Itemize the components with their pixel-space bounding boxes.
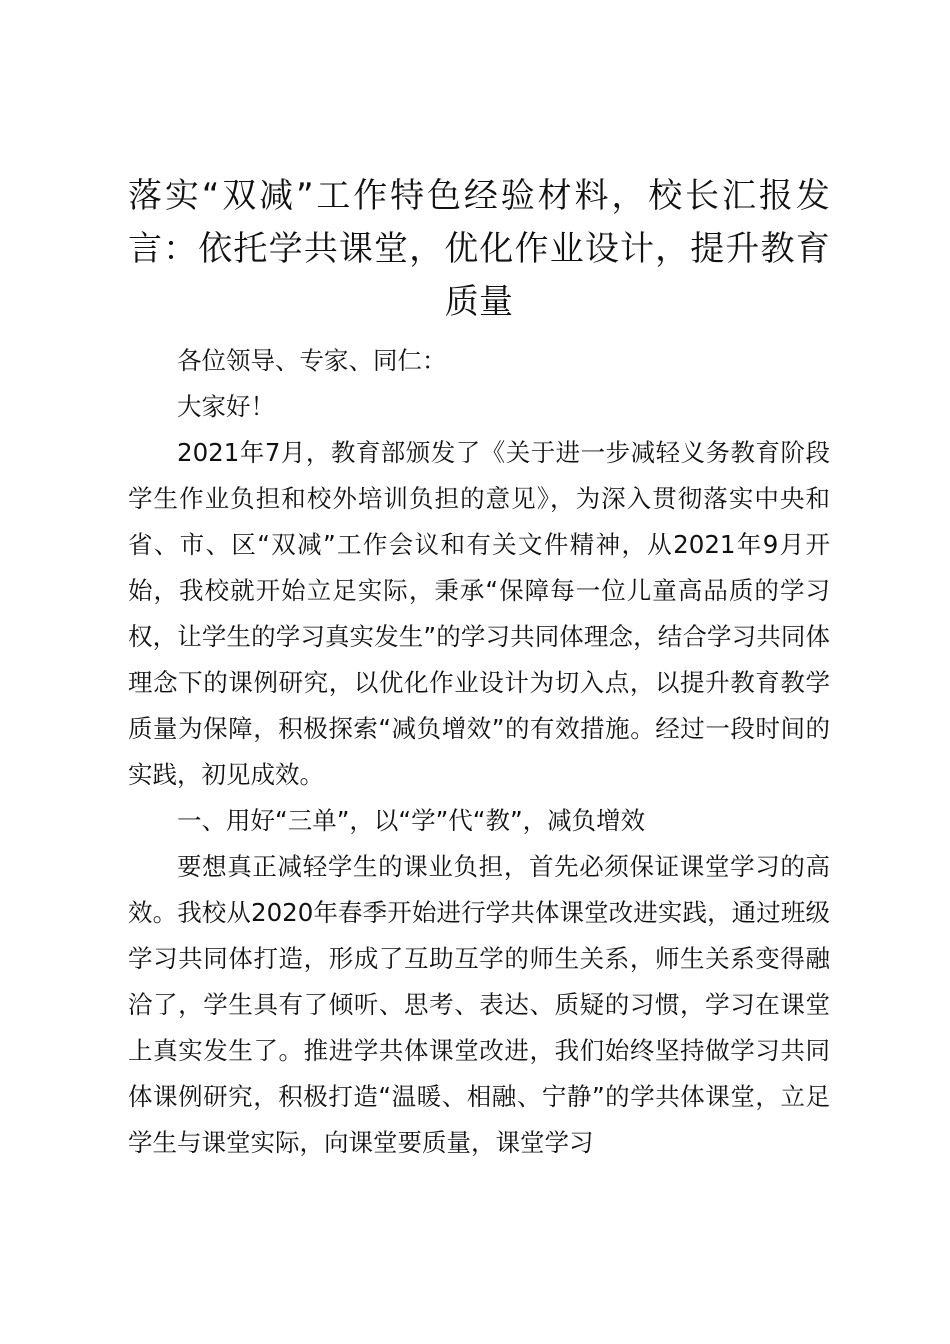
document-body: [128, 338, 830, 1166]
hello-line: 大家好！: [177, 392, 275, 421]
document-title: 落实“双减”工作特色经验材料，校长汇报发言：依托学共课堂，优化作业设计，提升教育质量: [128, 176, 830, 322]
greeting-line: 各位领导、专家、同仁：: [177, 346, 447, 375]
paragraph-section-1: 要想真正减轻学生的课业负担，首先必须保证课堂学习的高效。我校从2020年春季开始进行学共体课堂改进实践，通过班级学习共同体打造，形成了互助互学的师生关系，师生关系变得融洽了，学生具有了倾听、思考、表达、质疑的习惯，学习在课堂上真实发生了。推进学共体课堂改进，我们始终坚持做学习共同体课例研究，积极打造“温暖、相融、宁静”的学共体课堂，立足学生与课堂实际，向课堂要质量，课堂学习: [128, 852, 830, 1157]
document-page: [128, 170, 830, 1166]
section-heading-1: 一、用好“三单”，以“学”代“教”，减负增效: [177, 806, 646, 835]
paragraph-intro: 2021年7月，教育部颁发了《关于进一步减轻义务教育阶段学生作业负担和校外培训负担的意见》，为深入贯彻落实中央和省、市、区“双减”工作会议和有关文件精神，从2021年9月开始，我校就开始立足实际，秉承“保障每一位儿童高品质的学习权，让学生的学习真实发生”的学习共同体理念，结合学习共同体理念下的课例研究，以优化作业设计为切入点，以提升教育教学质量为保障，积极探索“减负增效”的有效措施。经过一段时间的实践，初见成效。: [128, 438, 830, 789]
